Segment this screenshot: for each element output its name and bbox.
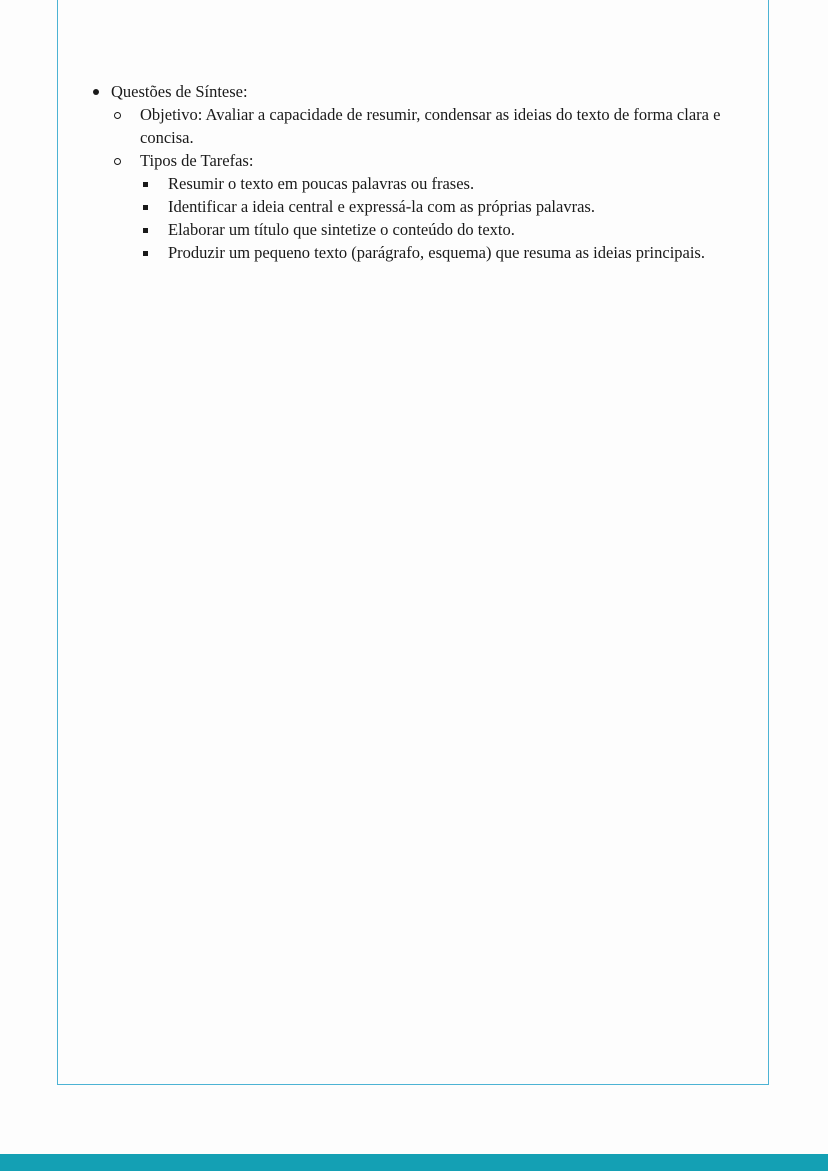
list-item-task-types [111, 149, 758, 264]
section-title: Questões de Síntese: [111, 82, 248, 101]
square-bullet-icon [143, 251, 148, 256]
document-body [88, 80, 758, 264]
square-bullet-icon [143, 228, 148, 233]
list-item [140, 218, 758, 241]
list-item-sintese [88, 80, 758, 264]
square-bullet-icon [143, 205, 148, 210]
list-item [140, 172, 758, 195]
list-item [140, 241, 758, 264]
circle-bullet-icon [114, 112, 121, 119]
list-item-objective [111, 103, 758, 149]
task-text: Identificar a ideia central e expressá-la com as próprias palavras. [168, 197, 595, 216]
sub-list [111, 103, 758, 264]
objective-text: Objetivo: Avaliar a capacidade de resumir, condensar as ideias do texto de forma clara e concisa. [140, 105, 721, 147]
task-list [140, 172, 758, 264]
square-bullet-icon [143, 182, 148, 187]
disc-bullet-icon [93, 89, 99, 95]
circle-bullet-icon [114, 158, 121, 165]
task-text: Elaborar um título que sintetize o conteúdo do texto. [168, 220, 515, 239]
task-text: Resumir o texto em poucas palavras ou frases. [168, 174, 475, 193]
bullet-list [88, 80, 758, 264]
task-types-label: Tipos de Tarefas: [140, 151, 254, 170]
task-text: Produzir um pequeno texto (parágrafo, esquema) que resuma as ideias principais. [168, 243, 705, 262]
footer-bar [0, 1154, 828, 1171]
list-item [140, 195, 758, 218]
